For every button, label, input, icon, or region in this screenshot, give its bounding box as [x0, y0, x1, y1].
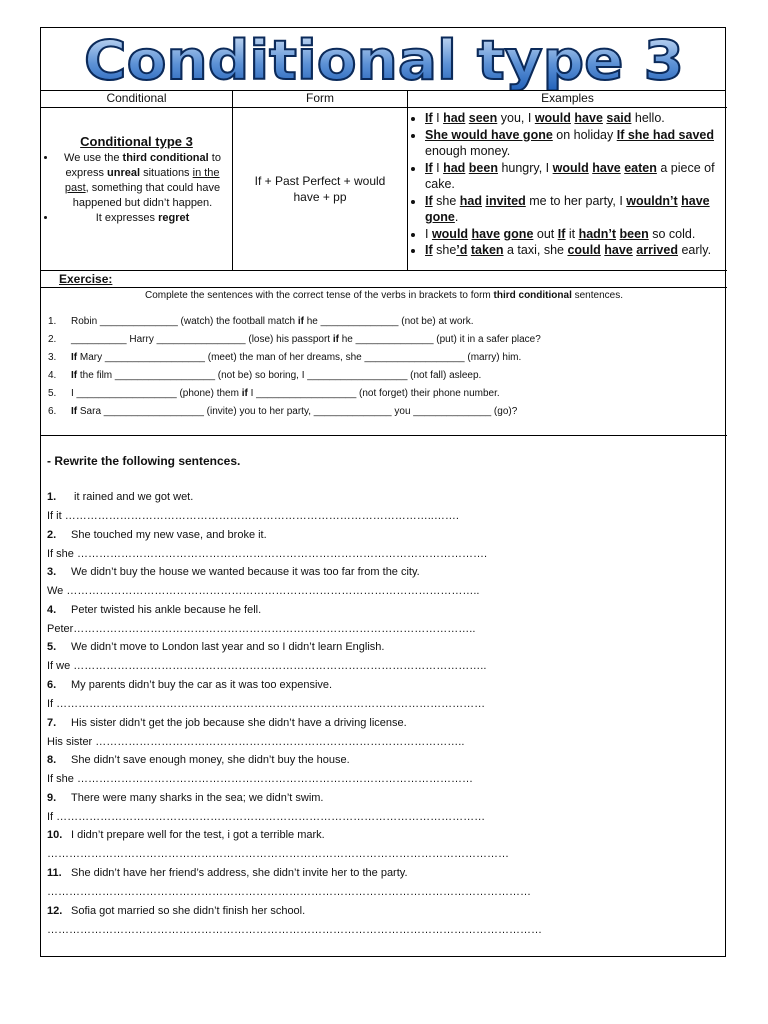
rewrite-question: 4. Peter twisted his ankle because he fell. — [47, 603, 262, 616]
rewrite-answer-line[interactable]: …………………………………………………………………………………………………………………… — [47, 886, 531, 898]
exercise-item: 6. If Sara __________________ (invite) you to her party, ______________ you ______________ (go)? — [48, 406, 518, 417]
worksheet — [40, 27, 726, 957]
rewrite-heading: - Rewrite the following sentences. — [47, 454, 241, 468]
rewrite-question: 6. My parents didn’t buy the car as it was too expensive. — [47, 679, 333, 691]
rewrite-answer-line[interactable]: ……………………………………………………………………………………………………………… — [47, 848, 509, 861]
table-header — [41, 90, 727, 108]
exercise-item: 1. Robin ______________ (watch) the football match if he ______________ (not be) at work. — [48, 316, 474, 327]
title-banner — [41, 28, 727, 90]
exercise-instruction: Complete the sentences with the correct tense of the verbs in brackets to form third conditional sentences. — [145, 290, 623, 301]
rewrite-question: 7. His sister didn’t get the job because she didn’t have a driving license. — [47, 716, 407, 729]
exercise-heading: Exercise: — [41, 271, 727, 288]
definition-bullet-2: • It expresses regret — [57, 211, 228, 226]
exercise-item: 5. I __________________ (phone) them if I __________________ (not forget) their phone number. — [48, 388, 500, 399]
rewrite-answer-line[interactable]: If she …………………………………………………………………………………………………. — [47, 547, 488, 560]
rewrite-question: 2. She touched my new vase, and broke it. — [47, 528, 267, 541]
exercise-item: 4. If the film __________________ (not be) so boring, I __________________ (not fall) asleep. — [48, 370, 482, 381]
definition-bullet-1: • We use the third conditional to express unreal situations in the past, something that could have happened but didn’t happen. — [57, 151, 228, 211]
rewrite-answer-line[interactable]: If we ………………………………………………………………………………………………….. — [47, 660, 487, 673]
example-item: • If I had been hungry, I would have eaten a piece of cake. — [425, 160, 721, 193]
rewrite-question: 3. We didn’t buy the house we wanted because it was too far from the city. — [47, 566, 420, 579]
exercise-item: 2. __________ Harry ________________ (lose) his passport if he ______________ (put) it in a safer place? — [48, 334, 541, 345]
grammar-table-row — [41, 108, 727, 271]
rewrite-answer-line[interactable]: If ……………………………………………………………………………………………………… — [47, 810, 486, 823]
rewrite-question: 9. There were many sharks in the sea; we didn’t swim. — [47, 791, 324, 804]
definition-heading: Conditional type 3 — [80, 134, 193, 149]
rewrite-question: 1. it rained and we got wet. — [47, 491, 194, 503]
rewrite-question: 12. Sofia got married so she didn’t finish her school. — [47, 904, 306, 917]
rewrite-question: 5. We didn’t move to London last year and so I didn’t learn English. — [47, 641, 385, 654]
rewrite-question: 11. She didn’t have her friend’s address, she didn’t invite her to the party. — [47, 867, 408, 879]
rewrite-question: 10. I didn’t prepare well for the test, i got a terrible mark. — [47, 829, 325, 842]
header-conditional: Conditional — [41, 90, 233, 107]
title-row — [41, 28, 725, 91]
rewrite-answer-line[interactable]: If ……………………………………………………………………………………………………… — [47, 698, 486, 710]
form-cell — [233, 108, 408, 270]
header-form: Form — [233, 90, 408, 107]
example-item: • If she had invited me to her party, I wouldn’t have gone. — [425, 193, 721, 226]
exercise-item: 3. If Mary __________________ (meet) the man of her dreams, she __________________ (marry) him. — [48, 352, 522, 363]
rewrite-answer-line[interactable]: We ………………………………………………………………………………………………….. — [47, 585, 480, 598]
page-title: Conditional type 3 — [84, 29, 684, 90]
example-item: • She would have gone on holiday If she had saved enough money. — [425, 127, 721, 160]
rewrite-answer-line[interactable]: If it ………………………………………………………………………………………..……. — [47, 510, 459, 522]
examples-cell — [408, 108, 727, 270]
example-item: • If she’d taken a taxi, she could have arrived early. — [425, 242, 721, 259]
rewrite-answer-line[interactable]: His sister ……………………………………………………………………………………….. — [47, 735, 465, 748]
form-text: If + Past Perfect + would have + pp — [254, 174, 386, 204]
exercise-box — [41, 289, 727, 436]
rewrite-question: 8. She didn’t save enough money, she didn’t buy the house. — [47, 754, 350, 767]
rewrite-answer-line[interactable]: If she ……………………………………………………………………………………………… — [47, 773, 473, 786]
rewrite-answer-line[interactable]: Peter……………………………………………………………………………………………….. — [47, 622, 476, 635]
header-examples: Examples — [541, 91, 594, 105]
example-item: • I would have gone out If it hadn’t been so cold. — [425, 226, 721, 243]
example-item: • If I had seen you, I would have said hello. — [425, 110, 721, 127]
definition-cell — [41, 108, 233, 270]
rewrite-answer-line[interactable]: ……………………………………………………………………………………………………………………… — [47, 923, 542, 936]
